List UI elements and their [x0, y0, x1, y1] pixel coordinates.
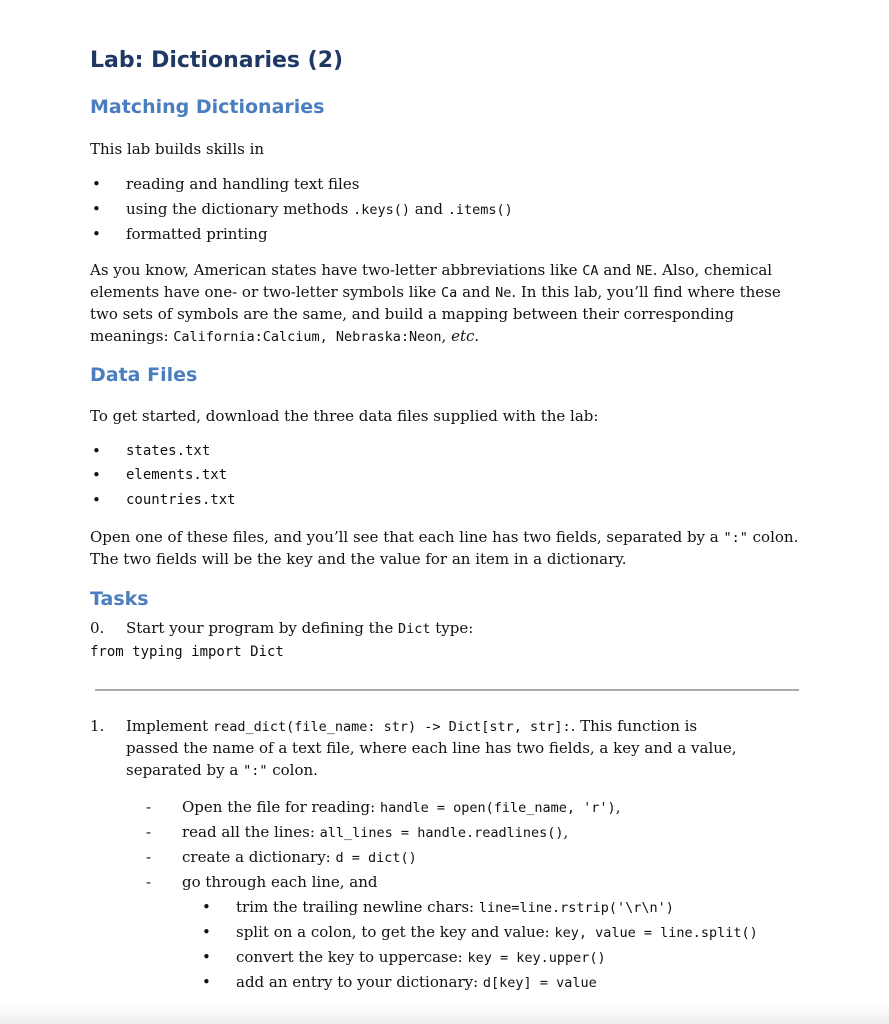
data-files-intro: To get started, download the three data files supplied with the lab:	[90, 407, 599, 425]
code-span: Dict	[397, 621, 431, 637]
page-bottom-shadow	[0, 1004, 889, 1024]
code-span: line=line.rstrip('\r\n')	[478, 900, 674, 916]
bullet-icon: •	[202, 898, 211, 916]
page-title: Lab: Dictionaries (2)	[90, 48, 344, 73]
step-item	[182, 821, 568, 844]
text-span: . In this lab, you’ll find where these	[511, 283, 781, 301]
code-import-line: from typing import Dict	[90, 644, 284, 660]
description-line: two sets of symbols are the same, and build a mapping between their corresponding	[90, 305, 734, 323]
text-span: convert the key to uppercase:	[236, 948, 468, 966]
substep-item	[236, 896, 674, 919]
section-heading-tasks: Tasks	[90, 588, 149, 610]
substep-item	[236, 971, 597, 994]
text-span: . Also, chemical	[652, 261, 773, 279]
code-span: read_dict(file_name: str) -> Dict[str, str]:	[212, 719, 571, 735]
task-number: 1.	[90, 717, 105, 735]
step-item	[182, 796, 620, 819]
bullet-icon: •	[202, 948, 211, 966]
bullet-icon: •	[92, 442, 101, 460]
skill-item: formatted printing	[126, 225, 268, 243]
bullet-icon: •	[92, 200, 101, 218]
substep-item	[236, 921, 758, 944]
code-span: key, value = line.split()	[554, 925, 758, 941]
code-span: d[key] = value	[482, 975, 597, 991]
skill-text: and	[410, 200, 448, 218]
text-span: As you know, American states have two-letter abbreviations like	[90, 261, 583, 279]
section-heading-data-files: Data Files	[90, 364, 198, 386]
file-item: elements.txt	[126, 467, 228, 483]
file-item: states.txt	[126, 443, 211, 459]
text-span: Open the file for reading:	[182, 798, 380, 816]
text-span: trim the trailing newline chars:	[236, 898, 479, 916]
task-number: 0.	[90, 619, 105, 637]
text-span: add an entry to your dictionary:	[236, 973, 483, 991]
task-1-text	[126, 715, 697, 738]
text-span: meanings:	[90, 327, 174, 345]
italic-span: etc.	[451, 327, 480, 345]
text-span: Start your program by defining the	[126, 619, 398, 637]
text-span: and	[457, 283, 496, 301]
code-keys: .keys()	[353, 202, 410, 218]
description-line	[90, 281, 810, 304]
code-span: d = dict()	[335, 850, 417, 866]
file-item: countries.txt	[126, 492, 236, 508]
code-span: Ne	[495, 285, 512, 301]
dash-icon: -	[146, 823, 152, 841]
bullet-icon: •	[92, 491, 101, 509]
task-1-text: passed the name of a text file, where each line has two fields, a key and a value,	[126, 739, 737, 757]
code-span: CA	[582, 263, 599, 279]
description-line	[90, 325, 810, 348]
data-files-explain	[90, 526, 810, 549]
code-span: NE	[636, 263, 653, 279]
skill-text: using the dictionary methods	[126, 200, 354, 218]
text-span: colon.	[747, 528, 799, 546]
code-span: handle = open(file_name, 'r')	[379, 800, 616, 816]
text-span: . This function is	[570, 717, 698, 735]
description-line	[90, 259, 810, 282]
step-item: go through each line, and	[182, 873, 378, 891]
text-span: type:	[430, 619, 474, 637]
code-items: .items()	[447, 202, 513, 218]
bullet-icon: •	[202, 973, 211, 991]
code-span: ":"	[723, 530, 748, 546]
text-span: create a dictionary:	[182, 848, 336, 866]
intro-text: This lab builds skills in	[90, 140, 265, 158]
code-span: all_lines = handle.readlines()	[319, 825, 564, 841]
step-item	[182, 846, 417, 869]
bullet-icon: •	[92, 175, 101, 193]
task-0-text	[126, 617, 473, 640]
skill-item: reading and handling text files	[126, 175, 360, 193]
horizontal-rule	[95, 689, 799, 691]
text-span: ,	[441, 327, 452, 345]
bullet-icon: •	[92, 466, 101, 484]
text-span: colon.	[267, 761, 318, 779]
text-span: and	[598, 261, 637, 279]
text-span: elements have one- or two-letter symbols like	[90, 283, 442, 301]
dash-icon: -	[146, 798, 152, 816]
text-span: ,	[615, 798, 621, 816]
bullet-icon: •	[92, 225, 101, 243]
text-span: Implement	[126, 717, 213, 735]
code-span: Ca	[441, 285, 458, 301]
code-span: key = key.upper()	[467, 950, 606, 966]
code-span: California:Calcium, Nebraska:Neon	[173, 329, 442, 345]
data-files-explain: The two fields will be the key and the value for an item in a dictionary.	[90, 550, 627, 568]
text-span: separated by a	[126, 761, 244, 779]
substep-item	[236, 946, 606, 969]
code-span: ":"	[243, 763, 268, 779]
text-span: read all the lines:	[182, 823, 320, 841]
task-1-text	[126, 759, 318, 782]
skill-item	[126, 198, 513, 221]
dash-icon: -	[146, 848, 152, 866]
text-span: split on a colon, to get the key and value:	[236, 923, 555, 941]
dash-icon: -	[146, 873, 152, 891]
text-span: Open one of these files, and you’ll see that each line has two fields, separated by a	[90, 528, 724, 546]
bullet-icon: •	[202, 923, 211, 941]
text-span: ,	[563, 823, 569, 841]
section-heading-matching: Matching Dictionaries	[90, 96, 325, 118]
